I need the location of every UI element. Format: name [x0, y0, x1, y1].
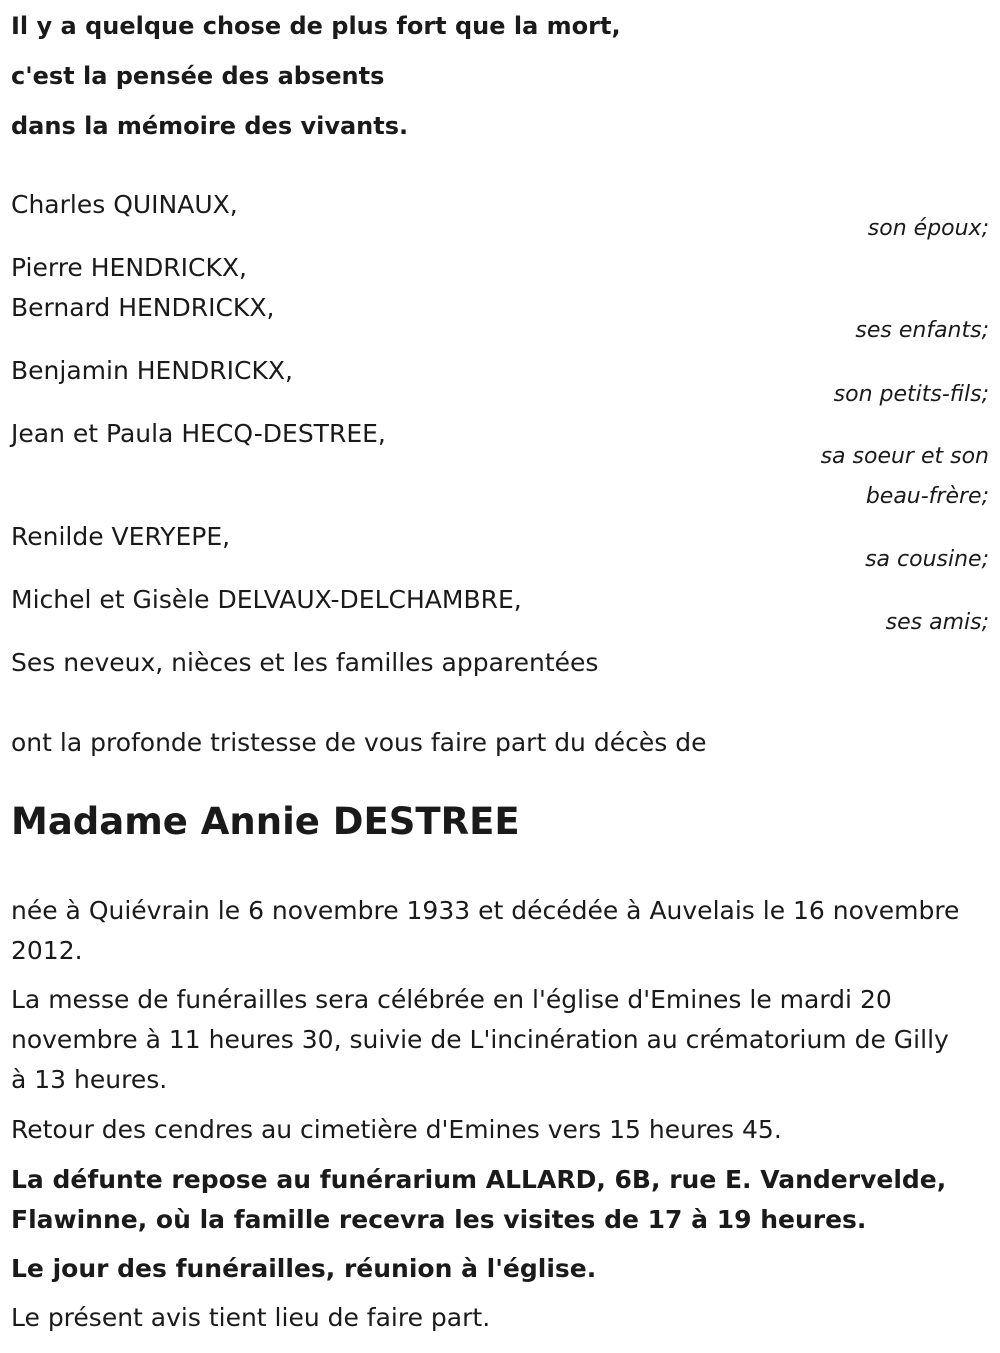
funeral-paragraph: La messe de funérailles sera célébrée en l'église d'Emines le mardi 20 novembre à 11 heures 30, suivie de L'incinération au crématorium de Gilly à 13 heures.	[11, 985, 949, 1094]
family-name: Renilde VERYEPE,	[11, 522, 231, 551]
birth-death-paragraph: née à Quiévrain le 6 novembre 1933 et décédée à Auvelais le 16 novembre 2012.	[11, 896, 960, 965]
family-relation: ses enfants;	[855, 318, 989, 343]
family-relation: sa cousine;	[865, 547, 989, 572]
family-name: Pierre HENDRICKX,	[11, 253, 247, 282]
epigraph-line-1: Il y a quelque chose de plus fort que la mort,	[11, 12, 621, 40]
epigraph-line-3: dans la mémoire des vivants.	[11, 112, 409, 140]
family-name: Bernard HENDRICKX,	[11, 293, 275, 322]
family-relation: ses amis;	[885, 610, 989, 635]
closing-paragraph: Le présent avis tient lieu de faire part.	[11, 1303, 491, 1332]
announcement-text: ont la profonde tristesse de vous faire part du décès de	[11, 728, 707, 757]
family-relation: sa soeur et son	[820, 444, 989, 469]
family-relation: beau-frère;	[865, 484, 989, 509]
meeting-paragraph: Le jour des funérailles, réunion à l'église.	[11, 1254, 597, 1283]
visits-paragraph: La défunte repose au funérarium ALLARD, 6B, rue E. Vandervelde, Flawinne, où la famille recevra les visites de 17 à 19 heures.	[11, 1165, 947, 1234]
deceased-name: Madame Annie DESTREE	[11, 800, 520, 843]
family-relation: son petits-fils;	[833, 382, 989, 407]
family-name: Michel et Gisèle DELVAUX-DELCHAMBRE,	[11, 585, 522, 614]
family-name: Ses neveux, nièces et les familles apparentées	[11, 648, 599, 677]
family-name: Jean et Paula HECQ-DESTREE,	[11, 419, 386, 448]
ashes-paragraph: Retour des cendres au cimetière d'Emines vers 15 heures 45.	[11, 1115, 782, 1144]
family-name: Benjamin HENDRICKX,	[11, 356, 293, 385]
epigraph-line-2: c'est la pensée des absents	[11, 62, 385, 90]
family-relation: son époux;	[867, 216, 989, 241]
family-name: Charles QUINAUX,	[11, 190, 238, 219]
